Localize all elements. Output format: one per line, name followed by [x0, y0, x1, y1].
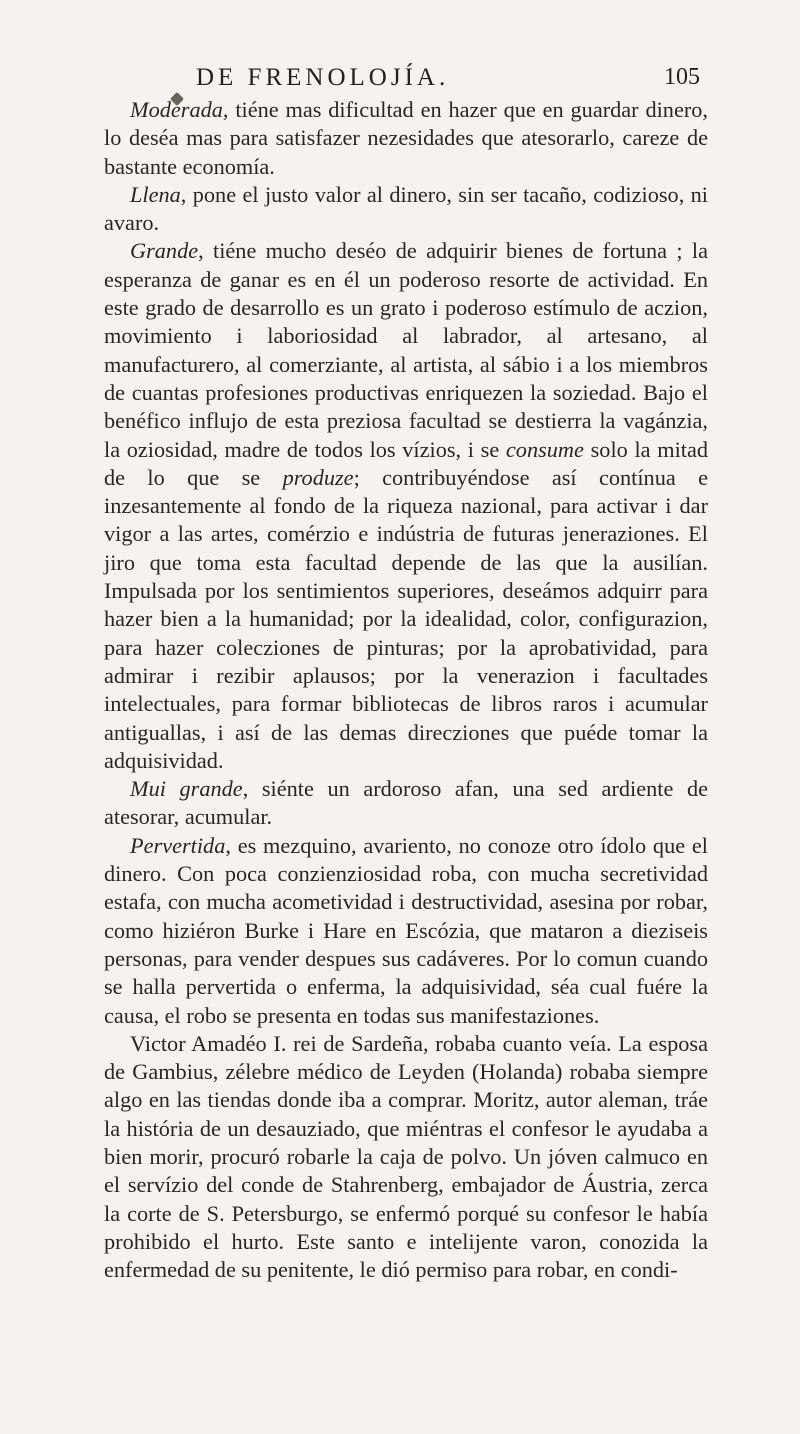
paragraph-mui-grande	[104, 775, 708, 832]
paragraph-lead: Grande	[130, 238, 199, 264]
paragraph-llena	[104, 181, 708, 238]
paragraph-text: , tiéne mucho deséo de adquirir bienes de fortuna ; la esperanza de ganar es en él un poderoso resorte de actividad. En este grado de desarrollo es un grato i poderoso estímulo de aczion, movimiento i laboriosidad al labrador, al artesano, al manufacturero, al comerziante, al artista, al sábio i a los miembros de cuantas profesiones productivas enriquezen la soziedad. Bajo el benéfico influjo de esta preziosa facultad se destierra la vagánzia, la oziosidad, madre de todos los vízios, i se	[104, 238, 708, 462]
paragraph-pervertida	[104, 832, 708, 1030]
paragraph-moderada	[104, 96, 708, 181]
paragraph-text: Victor Amadéo I. rei de Sardeña, robaba cuanto veía. La esposa de Gambius, zélebre médico de Leyden (Holanda) robaba siempre algo en las tiendas donde iba a comprar. Moritz, autor aleman, tráe la história de un desauziado, que miéntras el confesor le ayudaba a bien morir, procuró robarle la caja de polvo. Un jóven calmuco en el servízio del conde de Stahrenberg, embajador de Áustria, zerca la corte de S. Petersburgo, se enfermó porqué su confesor le había prohibido el hurto. Este santo e intelijente varon, conozida la enfermedad de su penitente, le dió permiso para robar, en condi-	[104, 1030, 708, 1283]
paragraph-grande	[104, 237, 708, 775]
emphasis-produze: produze	[282, 464, 354, 490]
paragraph-lead: Llena	[130, 181, 181, 207]
paragraph-lead: Moderada	[130, 97, 223, 122]
paragraph-text: ; contribuyéndose así contínua e inzesantemente al fondo de la riqueza nazional, para activar i dar vigor a las artes, comérzio e indústria de futuras jeneraziones. El jiro que toma esta facultad depende de las que la ausilían. Impulsada por los sentimientos superiores, deseámos adquirr para hazer bien a la humanidad; por la idealidad, color, configurazion, para hazer colecziones de pinturas; por la aprobatividad, para admirar i rezibir aplausos; por la venerazion i facultades intelectuales, para formar bibliotecas de libros raros i acumular antiguallas, i así de las demas direcziones que puéde tomar la adquisividad.	[104, 464, 708, 773]
page-header	[104, 64, 700, 94]
paragraph-lead: Mui grande	[130, 776, 243, 802]
paragraph-text: , tiéne mas dificultad en hazer que en guardar dinero, lo deséa mas para satisfazer nezesidades que atesorarlo, careze de bastante economía.	[104, 97, 708, 179]
paragraph-text: solo la mitad de lo que se	[104, 436, 709, 490]
page-number: 105	[664, 64, 700, 90]
paragraph-victor-amadeo	[104, 1030, 708, 1285]
paragraph-lead: Pervertida	[130, 832, 226, 858]
paragraph-text: , es mezquino, avariento, no conoze otro ídolo que el dinero. Con poca conzienziosidad roba, con mucha secretividad estafa, con mucha acometividad i destructividad, asesina por robar, como hiziéron Burke i Hare en Escózia, que mataron a dieziseis personas, para vender despues sus cadáveres. Por lo comun cuando se halla pervertida o enferma, la adquisividad, séa cual fuére la causa, el robo se presenta en todas sus manifestaziones.	[104, 832, 708, 1028]
emphasis-consume: consume	[505, 436, 584, 462]
paragraph-text: , siénte un ardoroso afan, una sed ardiente de atesorar, acumular.	[104, 776, 708, 830]
running-head: DE FRENOLOJÍA.	[196, 64, 450, 91]
paragraph-text: , pone el justo valor al dinero, sin ser tacaño, codizioso, ni avaro.	[104, 181, 708, 236]
body-text	[104, 96, 708, 1284]
